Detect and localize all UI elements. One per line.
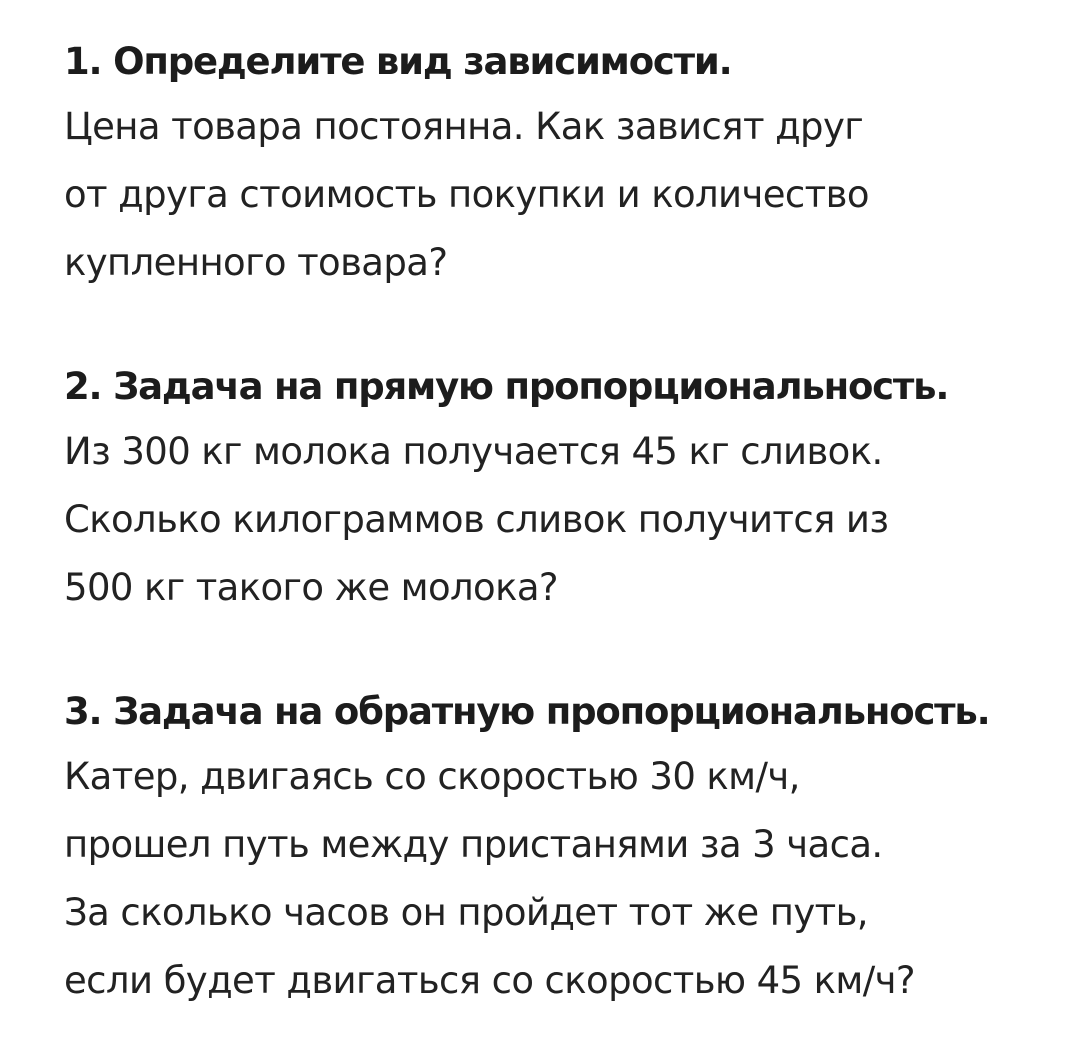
task-2 [64,355,1054,622]
task-1-heading: 1. Определите вид зависимости. [64,40,732,83]
task-2-heading: 2. Задача на прямую пропорциональность. [64,365,949,408]
task-1-line-2: от друга стоимость покупки и количество [64,173,869,216]
task-2-line-3: 500 кг такого же молока? [64,566,558,609]
task-2-line-2: Сколько килограммов сливок получится из [64,498,889,541]
task-3-line-2: прошел путь между пристанями за 3 часа. [64,823,883,866]
task-1-line-3: купленного товара? [64,241,448,284]
task-2-line-1: Из 300 кг молока получается 45 кг сливок. [64,430,883,473]
task-3-line-3: За сколько часов он пройдет тот же путь, [64,891,868,934]
document-page [64,30,1054,1015]
task-3-line-1: Катер, двигаясь со скоростью 30 км/ч, [64,755,800,798]
task-1-line-1: Цена товара постоянна. Как зависят друг [64,105,864,148]
task-3-line-4: если будет двигаться со скоростью 45 км/ч? [64,959,915,1002]
task-3-heading: 3. Задача на обратную пропорциональность. [64,690,990,733]
task-3 [64,680,1054,1015]
task-1 [64,30,1054,297]
